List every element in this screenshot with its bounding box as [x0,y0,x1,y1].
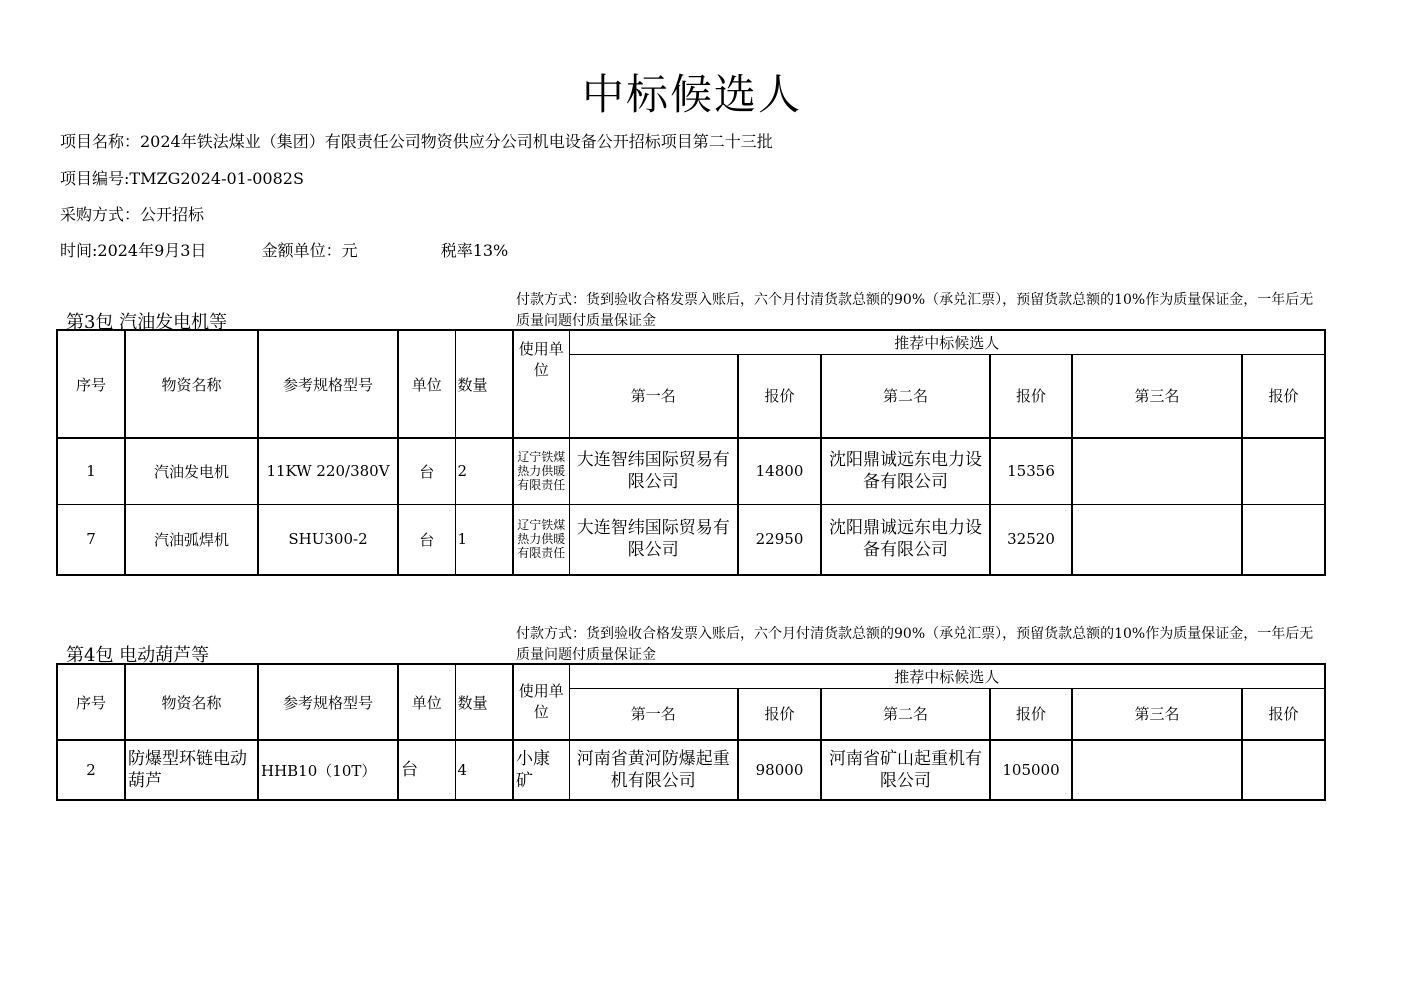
cell-qty: 4 [455,740,513,800]
cell-spec: SHU300-2 [258,504,398,575]
header-qty: 数量 [455,330,513,438]
time-line [60,238,508,261]
cell-seq: 7 [57,504,125,575]
cell-price1: 14800 [738,438,821,504]
package-3-table [56,329,1326,576]
header-unit: 单位 [398,664,455,740]
header-row [57,664,1325,688]
package-3-title: 第3包 汽油发电机等 [66,312,228,333]
date-text: 时间:2024年9月3日 [60,241,207,260]
cell-qty: 2 [455,438,513,504]
cell-spec: HHB10（10T） [258,740,398,800]
header-price1: 报价 [738,354,821,438]
header-price3: 报价 [1242,354,1325,438]
header-spec: 参考规格型号 [258,330,398,438]
cell-name: 汽油发电机 [125,438,258,504]
header-row [57,330,1325,354]
procurement-method: 采购方式：公开招标 [60,205,205,224]
table-row [57,438,1325,504]
header-price2: 报价 [990,354,1072,438]
header-first: 第一名 [569,688,738,740]
header-seq: 序号 [57,664,125,740]
header-second: 第二名 [821,688,990,740]
cell-unit: 台 [398,438,455,504]
header-use-unit: 使用单位 [513,330,569,438]
cell-second: 沈阳鼎诚远东电力设备有限公司 [821,438,990,504]
header-use-unit: 使用单位 [513,664,569,740]
page-title: 中标候选人 [581,70,802,119]
package-4-payment: 付款方式：货到验收合格发票入账后，六个月付清货款总额的90%（承兑汇票），预留货款总额的10%作为质量保证金，一年后无质量问题付质量保证金 [516,626,1314,663]
header-qty: 数量 [455,664,513,740]
header-name: 物资名称 [125,330,258,438]
cell-qty: 1 [455,504,513,575]
cell-name: 防爆型环链电动葫芦 [125,740,258,800]
header-third: 第三名 [1072,354,1242,438]
cell-first: 大连智纬国际贸易有限公司 [569,504,738,575]
cell-unit: 台 [398,740,455,800]
currency-unit: 金额单位：元 [261,241,358,260]
cell-price1: 98000 [738,740,821,800]
header-price2: 报价 [990,688,1072,740]
cell-seq: 1 [57,438,125,504]
cell-second: 沈阳鼎诚远东电力设备有限公司 [821,504,990,575]
header-price1: 报价 [738,688,821,740]
cell-price2: 105000 [990,740,1072,800]
cell-price1: 22950 [738,504,821,575]
cell-first: 大连智纬国际贸易有限公司 [569,438,738,504]
cell-price2: 32520 [990,504,1072,575]
cell-price3 [1242,740,1325,800]
cell-unit: 台 [398,504,455,575]
header-unit: 单位 [398,330,455,438]
cell-use-unit: 辽宁铁煤热力供暖有限责任 [513,504,569,575]
cell-name: 汽油弧焊机 [125,504,258,575]
table-row [57,504,1325,575]
header-recommend: 推荐中标候选人 [569,664,1325,688]
project-code: 项目编号:TMZG2024-01-0082S [60,169,304,188]
package-4-title: 第4包 电动葫芦等 [66,645,210,666]
cell-use-unit: 辽宁铁煤热力供暖有限责任 [513,438,569,504]
header-name: 物资名称 [125,664,258,740]
header-second: 第二名 [821,354,990,438]
header-third: 第三名 [1072,688,1242,740]
cell-third [1072,740,1242,800]
cell-first: 河南省黄河防爆起重机有限公司 [569,740,738,800]
header-first: 第一名 [569,354,738,438]
header-seq: 序号 [57,330,125,438]
cell-third [1072,438,1242,504]
cell-use-unit: 小康矿 [513,740,569,800]
cell-price3 [1242,504,1325,575]
cell-seq: 2 [57,740,125,800]
header-recommend: 推荐中标候选人 [569,330,1325,354]
cell-second: 河南省矿山起重机有限公司 [821,740,990,800]
header-price3: 报价 [1242,688,1325,740]
header-spec: 参考规格型号 [258,664,398,740]
package-4-table [56,663,1326,801]
table-row [57,740,1325,800]
cell-price2: 15356 [990,438,1072,504]
cell-third [1072,504,1242,575]
package-3-payment: 付款方式：货到验收合格发票入账后，六个月付清货款总额的90%（承兑汇票），预留货款总额的10%作为质量保证金，一年后无质量问题付质量保证金 [516,292,1314,329]
project-name: 项目名称：2024年铁法煤业（集团）有限责任公司物资供应分公司机电设备公开招标项目第二十三批 [60,132,773,151]
tax-rate: 税率13% [440,241,509,260]
cell-spec: 11KW 220/380V [258,438,398,504]
cell-price3 [1242,438,1325,504]
